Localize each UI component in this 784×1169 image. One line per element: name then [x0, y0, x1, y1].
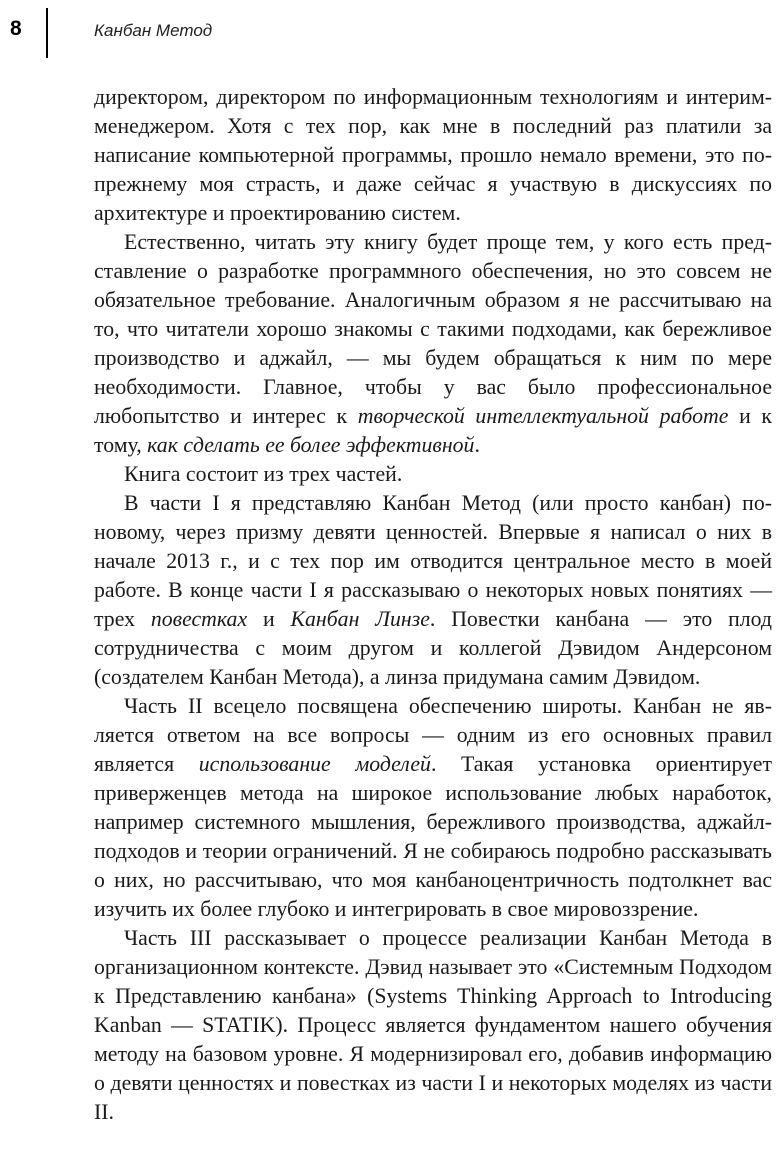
paragraph-2-emphasis-2: как сделать ее более эффективной — [147, 433, 475, 457]
header-divider — [46, 8, 48, 58]
paragraph-1 — [94, 83, 772, 228]
paragraph-2-text: Естественно, читать эту книгу будет проще тем, у кого есть представление о разработке программного обеспечения, но это совсем не обязательное требование. Аналогичным образом я не рассчитываю на то, что читатели хорошо знакомы с такими подходами, как бережливое производство и аджайл, — мы будем обращаться к ним по мере необходимости. Главное, чтобы у вас было профессиональное любопытство и интерес к — [94, 230, 772, 428]
paragraph-4 — [94, 489, 772, 692]
paragraph-5-text: Часть II всецело посвящена обеспечению широты. Канбан не является ответом на все вопросы — одним из его основных правил является — [94, 694, 772, 776]
page-body — [94, 83, 772, 1127]
paragraph-2-text-3: . — [474, 433, 480, 457]
paragraph-2-text-2: и к тому, — [94, 404, 772, 457]
page-header — [0, 0, 784, 64]
paragraph-4-emphasis-1: повестках — [150, 607, 248, 631]
running-title: Канбан Метод — [94, 21, 213, 40]
paragraph-3 — [94, 460, 772, 489]
paragraph-3-text: Книга состоит из трех частей. — [124, 462, 403, 486]
paragraph-4-text: В части I я представляю Канбан Метод (или просто канбан) поновому, через призму девяти ценностей. Впервые я написал о них в начале 2013 г., и с тех пор им отводится центральное место в моей работе. В конце части I я рассказываю о некоторых новых понятиях — трех — [94, 491, 772, 631]
paragraph-1-text: директором, директором по информационным технологиям и интерим-менеджером. Хотя с тех пор, как мне в последний раз платили за написание компьютерной программы, прошло немало времени, это по-прежнему моя страсть, и даже сейчас я участвую в дискуссиях по архитектуре и проектированию систем. — [94, 85, 772, 225]
page-number: 8 — [10, 17, 22, 40]
paragraph-4-emphasis-2: Канбан Линзе — [290, 607, 430, 631]
paragraph-5 — [94, 692, 772, 924]
paragraph-2 — [94, 228, 772, 460]
paragraph-6 — [94, 924, 772, 1127]
paragraph-2-emphasis-1: творческой интеллектуальной работе — [357, 404, 729, 428]
paragraph-5-text-2: . Такая установка ориентирует приверженцев метода на широкое использование любых наработок, например системного мышления, бережливого производства, аджайл-подходов и теории ограничений. Я не собираюсь подробно рассказывать о них, но рассчитываю, что моя канбаноцентричность подтолкнет вас изучить их более глубоко и интегрировать в свое мировоззрение. — [94, 752, 772, 921]
paragraph-4-text-2: и — [247, 607, 291, 631]
paragraph-6-text: Часть III рассказывает о процессе реализации Канбан Метода в организационном контексте. Дэвид называет это «Системным Подходом к Представлению канбана» (Systems Thinking Approach to Introducing Kanban — STATIK). Процесс является фундаментом нашего обучения методу на базовом уровне. Я модернизировал его, добавив информацию о девяти ценностях и повестках из части I и некоторых моделях из части II. — [94, 926, 772, 1124]
paragraph-5-emphasis-1: использование моделей — [198, 752, 431, 776]
paragraph-4-text-3: . Повестки канбана — это плод сотрудничества с моим другом и коллегой Дэвидом Андерсоном (создателем Канбан Метода), а линза придумана самим Дэвидом. — [94, 607, 772, 689]
